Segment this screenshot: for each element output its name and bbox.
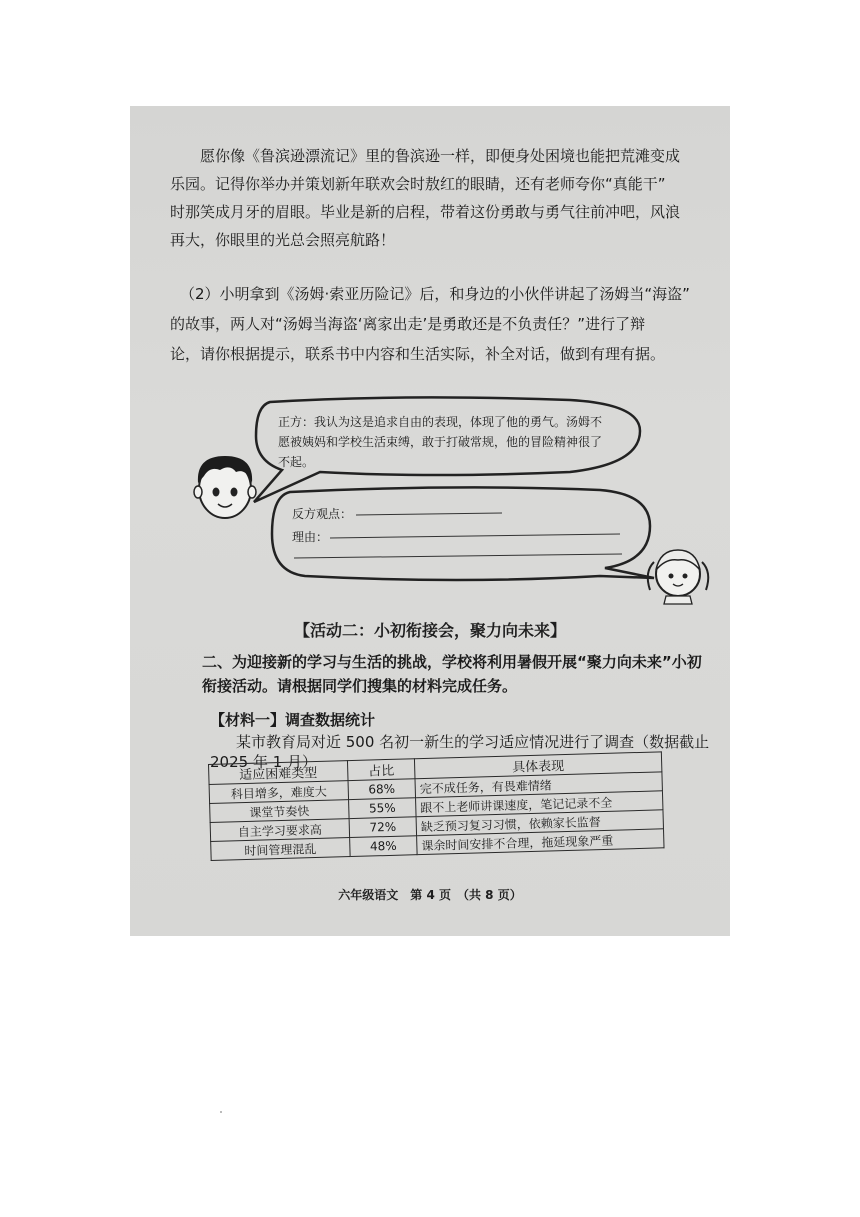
cell-type: 时间管理混乱	[211, 838, 350, 861]
cell-detail: 缺乏预习复习习惯，依赖家长监督	[416, 810, 663, 836]
paragraph-line: 乐园。记得你举办并策划新年联欢会时敖红的眼睛，还有老师夸你“真能干”	[170, 175, 666, 193]
photographed-page	[130, 106, 730, 936]
header-ratio: 占比	[347, 759, 415, 781]
cell-ratio: 55%	[349, 798, 417, 819]
bubble-pro-line: 正方：我认为这是追求自由的表现，体现了他的勇气。汤姆不	[278, 415, 603, 429]
girl-icon	[648, 550, 709, 604]
paragraph-line: 时那笑成月牙的眉眼。毕业是新的启程，带着这份勇敢与勇气往前冲吧，风浪	[170, 203, 681, 221]
survey-table	[208, 751, 665, 861]
bubble-pro-line: 愿被姨妈和学校生活束缚，敢于打破常规，他的冒险精神很了	[278, 435, 603, 449]
header-detail: 具体表现	[414, 752, 661, 779]
cell-ratio: 72%	[349, 817, 417, 838]
speech-bubble-con	[272, 487, 654, 580]
section-line: 二、为迎接新的学习与生活的挑战，学校将利用暑假开展“聚力向未来”小初	[202, 653, 702, 671]
cell-ratio: 48%	[350, 836, 418, 857]
cell-detail: 跟不上老师讲课速度，笔记记录不全	[416, 791, 663, 817]
con-reason-label: 理由：	[292, 530, 329, 544]
section-line: 衔接活动。请根据同学们搜集的材料完成任务。	[202, 677, 518, 695]
question-line: 论，请你根据提示，联系书中内容和生活实际，补全对话，做到有理有据。	[170, 345, 666, 363]
question-line: （2）小明拿到《汤姆·索亚历险记》后，和身边的小伙伴讲起了汤姆当“海盗”	[180, 285, 690, 303]
cell-ratio: 68%	[348, 779, 416, 800]
stray-dot	[220, 1111, 222, 1113]
cell-type: 科目增多，难度大	[209, 781, 348, 804]
header-type: 适应困难类型	[209, 761, 349, 785]
material-line: 某市教育局对近 500 名初一新生的学习适应情况进行了调查（数据截止	[236, 733, 710, 751]
paragraph-line: 再大，你眼里的光总会照亮航路！	[170, 231, 396, 249]
cell-detail: 课余时间安排不合理，拖延现象严重	[417, 829, 664, 855]
page-footer: 六年级语文 第 4 页 （共 8 页）	[338, 888, 522, 902]
survey-table-wrap	[208, 751, 665, 861]
material-line: 2025 年 1 月）	[210, 753, 318, 771]
material-heading: 【材料一】调查数据统计	[210, 711, 376, 729]
question-line: 的故事，两人对“汤姆当海盗‘离家出走’是勇敢还是不负责任？”进行了辩	[170, 315, 646, 333]
bubble-pro-line: 不起。	[278, 455, 315, 469]
boy-icon	[194, 456, 256, 518]
activity-title: 【活动二：小初衔接会，聚力向未来】	[293, 621, 566, 640]
cell-type: 课堂节奏快	[210, 800, 349, 823]
cell-detail: 完不成任务，有畏难情绪	[415, 772, 662, 798]
con-viewpoint-label: 反方观点：	[292, 507, 353, 521]
cell-type: 自主学习要求高	[210, 819, 349, 842]
paragraph-line: 愿你像《鲁滨逊漂流记》里的鲁滨逊一样，即便身处困境也能把荒滩变成	[200, 147, 681, 165]
